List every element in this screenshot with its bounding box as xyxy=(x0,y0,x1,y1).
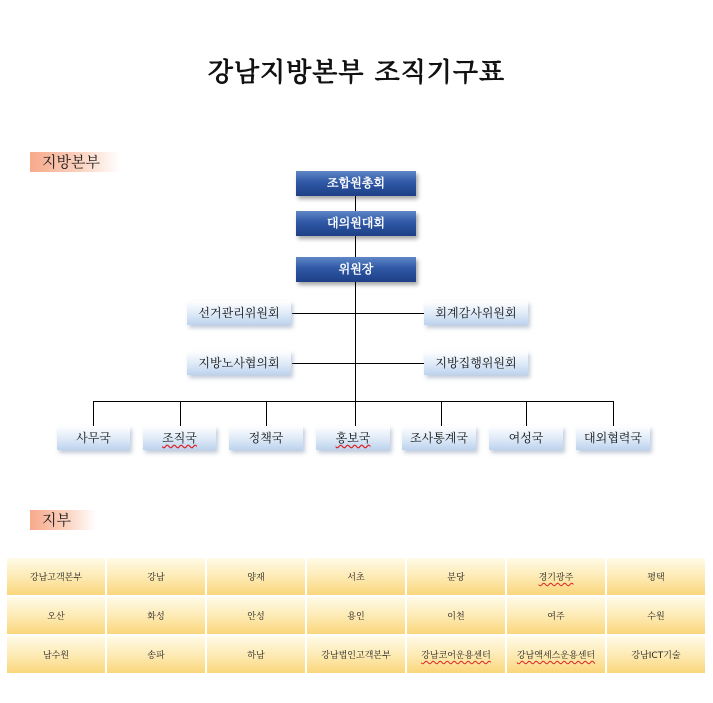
department-box: 정책국 xyxy=(229,426,303,450)
department-box: 조사통계국 xyxy=(402,426,476,450)
connector-line xyxy=(526,401,527,426)
department-box: 사무국 xyxy=(57,426,130,450)
connector-line xyxy=(292,313,424,314)
department-box xyxy=(316,426,390,450)
branch-cell: 강남법인고객본부 xyxy=(306,635,406,674)
connector-line xyxy=(441,401,442,426)
branch-cell: 수원 xyxy=(606,596,706,635)
branch-cell: 양재 xyxy=(206,557,306,596)
election-committee-box: 선거관리위원회 xyxy=(187,301,291,325)
branch-cell: 강남고객본부 xyxy=(6,557,106,596)
branch-cell xyxy=(506,557,606,596)
connector-line xyxy=(292,363,424,364)
general-assembly-box: 조합원총회 xyxy=(296,171,416,196)
branch-cell: 송파 xyxy=(106,635,206,674)
branch-cell: 남수원 xyxy=(6,635,106,674)
branch-cell xyxy=(506,635,606,674)
department-label: 홍보국 xyxy=(335,431,371,445)
connector-line xyxy=(355,196,356,211)
branch-label: 강남액세스운용센터 xyxy=(516,651,596,661)
branch-cell xyxy=(406,635,506,674)
section-label-branch: 지부 xyxy=(30,510,96,530)
branch-label: 강남코어운용센터 xyxy=(421,651,491,661)
connector-line xyxy=(93,401,94,426)
branch-cell: 서초 xyxy=(306,557,406,596)
branch-grid xyxy=(6,557,706,674)
chairman-box: 위원장 xyxy=(296,257,416,282)
section-label-hq: 지방본부 xyxy=(30,152,120,172)
branch-cell: 용인 xyxy=(306,596,406,635)
department-label: 조직국 xyxy=(162,431,197,445)
connector-line xyxy=(355,236,356,257)
branch-cell: 오산 xyxy=(6,596,106,635)
audit-committee-box: 회계감사위원회 xyxy=(424,301,528,325)
branch-cell: 강남ICT기술 xyxy=(606,635,706,674)
department-box: 여성국 xyxy=(489,426,563,450)
connector-line xyxy=(613,401,614,426)
connector-line xyxy=(180,401,181,426)
branch-cell: 분당 xyxy=(406,557,506,596)
department-box: 대외협력국 xyxy=(576,426,650,450)
branch-label: 경기광주 xyxy=(538,573,574,583)
department-bus-line xyxy=(93,401,613,402)
branch-cell: 강남 xyxy=(106,557,206,596)
delegates-assembly-box: 대의원대회 xyxy=(296,211,416,236)
connector-line xyxy=(266,401,267,426)
branch-cell: 여주 xyxy=(506,596,606,635)
branch-cell: 안성 xyxy=(206,596,306,635)
connector-line xyxy=(355,282,356,401)
page-title: 강남지방본부 조직기구표 xyxy=(207,58,506,88)
branch-cell: 화성 xyxy=(106,596,206,635)
branch-cell: 이천 xyxy=(406,596,506,635)
labor-council-box: 지방노사협의회 xyxy=(187,351,291,375)
connector-line xyxy=(355,401,356,426)
branch-cell: 하남 xyxy=(206,635,306,674)
executive-committee-box: 지방집행위원회 xyxy=(424,351,528,375)
branch-cell: 평택 xyxy=(606,557,706,596)
department-box xyxy=(143,426,216,450)
